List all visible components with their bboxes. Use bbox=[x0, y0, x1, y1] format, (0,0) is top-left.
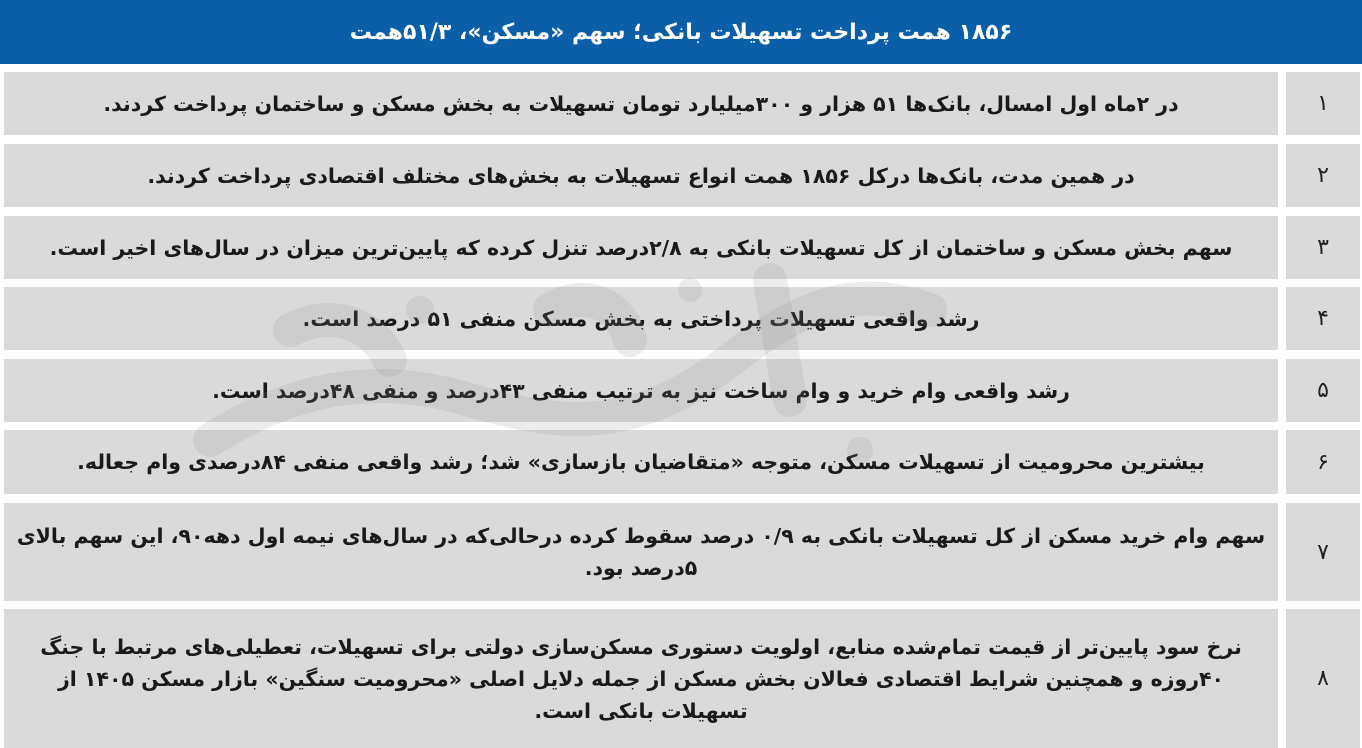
row-text: سهم وام خرید مسکن از کل تسهیلات بانکی به ۰/۹ درصد سقوط کرده درحالی‌که در سال‌های نیمه اول دهه۹۰، این سهم بالای ۵درصد بود. bbox=[4, 503, 1278, 601]
table-row bbox=[0, 216, 1362, 279]
table-row bbox=[0, 609, 1362, 748]
facts-table bbox=[0, 72, 1362, 748]
row-text: سهم بخش مسکن و ساختمان از کل تسهیلات بانکی به ۲/۸درصد تنزل کرده که پایین‌ترین میزان در سال‌های اخیر است. bbox=[4, 216, 1278, 279]
table-row bbox=[0, 359, 1362, 422]
row-number: ۷ bbox=[1286, 503, 1360, 601]
row-number: ۶ bbox=[1286, 430, 1360, 494]
table-row bbox=[0, 503, 1362, 601]
row-number: ۳ bbox=[1286, 216, 1360, 279]
table-row bbox=[0, 287, 1362, 350]
row-text: در همین مدت، بانک‌ها درکل ۱۸۵۶ همت انواع تسهیلات به بخش‌های مختلف اقتصادی پرداخت کردند. bbox=[4, 144, 1278, 207]
table-row bbox=[0, 72, 1362, 135]
row-text: بیشترین محرومیت از تسهیلات مسکن، متوجه «متقاضیان بازسازی» شد؛ رشد واقعی منفی ۸۴درصدی وام جعاله. bbox=[4, 430, 1278, 494]
row-number: ۲ bbox=[1286, 144, 1360, 207]
row-text: در ۲ماه اول امسال، بانک‌ها ۵۱ هزار و ۳۰۰میلیارد تومان تسهیلات به بخش مسکن و ساختمان پرداخت کردند. bbox=[4, 72, 1278, 135]
row-text: نرخ سود پایین‌تر از قیمت تمام‌شده منابع، اولویت دستوری مسکن‌سازی دولتی برای تسهیلات، تعطیلی‌های مرتبط با جنگ ۴۰روزه و همچنین شرایط اقتصادی فعالان بخش مسکن از جمله دلایل اصلی «محرومیت سنگین» بازار مسکن ۱۴۰۵ از تسهیلات بانکی است. bbox=[4, 609, 1278, 748]
table-title-text: ۱۸۵۶ همت پرداخت تسهیلات بانکی؛ سهم «مسکن»، ۵۱/۳همت bbox=[349, 19, 1013, 45]
row-number: ۴ bbox=[1286, 287, 1360, 350]
row-number: ۵ bbox=[1286, 359, 1360, 422]
table-row bbox=[0, 430, 1362, 494]
row-number: ۸ bbox=[1286, 609, 1360, 748]
table-row bbox=[0, 144, 1362, 207]
table-title bbox=[0, 0, 1362, 64]
row-text: رشد واقعی تسهیلات پرداختی به بخش مسکن منفی ۵۱ درصد است. bbox=[4, 287, 1278, 350]
row-number: ۱ bbox=[1286, 72, 1360, 135]
row-text: رشد واقعی وام خرید و وام ساخت نیز به ترتیب منفی ۴۳درصد و منفی ۴۸درصد است. bbox=[4, 359, 1278, 422]
